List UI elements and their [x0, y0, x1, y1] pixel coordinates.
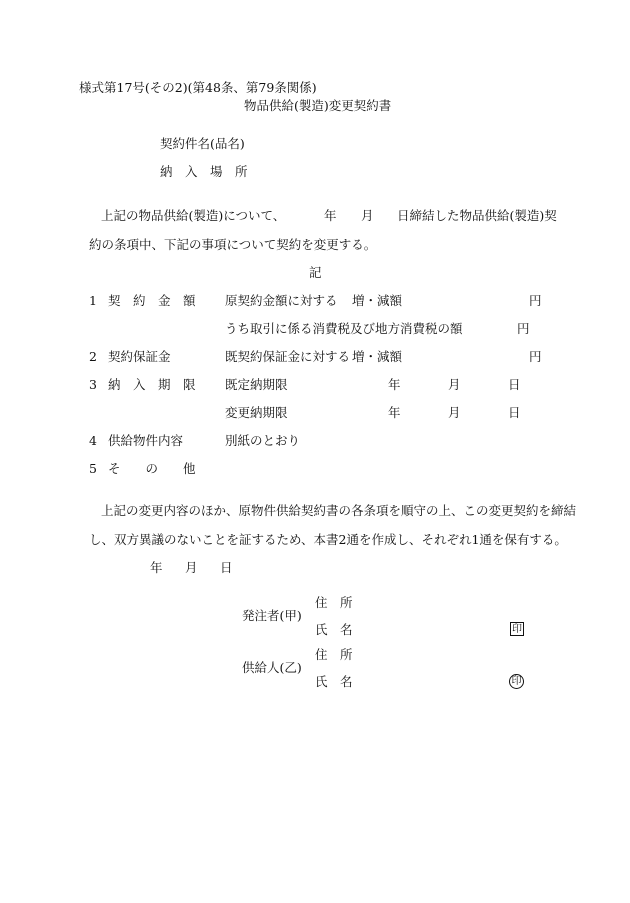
increase-decrease: 増・減額 [352, 293, 403, 308]
intro-line1-a: 上記の物品供給(製造)について、 [101, 208, 286, 223]
item-number: 2 [89, 349, 97, 364]
contract-amount-desc: 原契約金額に対する [225, 293, 338, 308]
supplier-label: 供給人(乙) [242, 660, 302, 675]
guarantee-desc: 既契約保証金に対する [225, 349, 351, 364]
delivery-place-label: 納 入 場 所 [160, 164, 248, 179]
date-day: 日 [220, 560, 233, 575]
other-label: そ の 他 [108, 461, 196, 476]
goods-content-value: 別紙のとおり [225, 433, 301, 448]
existing-deadline-label: 既定納期限 [225, 377, 288, 392]
supplier-name-label: 氏 名 [315, 674, 353, 689]
form-number: 様式第17号(その2)(第48条、第79条関係) [79, 80, 317, 95]
orderer-address-label: 住 所 [315, 595, 353, 610]
orderer-label: 発注者(甲) [242, 608, 302, 623]
closing-line2: し、双方異議のないことを証するため、本書2通を作成し、それぞれ1通を保有する。 [89, 532, 567, 547]
document-title: 物品供給(製造)変更契約書 [244, 98, 392, 113]
guarantee-label: 契約保証金 [108, 349, 171, 364]
day-unit: 日 [508, 377, 521, 392]
supplier-address-label: 住 所 [315, 647, 353, 662]
yen-unit: 円 [529, 293, 542, 308]
delivery-deadline-label: 納 入 期 限 [108, 377, 196, 392]
intro-year: 年 [324, 208, 337, 223]
month-unit: 月 [448, 377, 461, 392]
yen-unit: 円 [517, 321, 530, 336]
intro-month: 月 [361, 208, 374, 223]
increase-decrease: 増・減額 [352, 349, 403, 364]
item-number: 5 [89, 461, 97, 476]
closing-line1: 上記の変更内容のほか、原物件供給契約書の各条項を順守の上、この変更契約を締結 [101, 503, 577, 518]
item-number: 4 [89, 433, 97, 448]
yen-unit: 円 [529, 349, 542, 364]
orderer-name-label: 氏 名 [315, 622, 353, 637]
date-year: 年 [150, 560, 163, 575]
intro-line2: 約の条項中、下記の事項について契約を変更する。 [89, 237, 377, 252]
ki-heading: 記 [309, 265, 322, 280]
day-unit: 日 [508, 405, 521, 420]
month-unit: 月 [448, 405, 461, 420]
round-seal-icon: 印 [509, 674, 524, 689]
intro-line1-b: 日締結した物品供給(製造)契 [397, 208, 557, 223]
changed-deadline-label: 変更納期限 [225, 405, 288, 420]
square-seal-icon: 印 [512, 624, 522, 635]
item-number: 1 [89, 293, 97, 308]
contract-amount-label: 契 約 金 額 [108, 293, 196, 308]
contract-name-label: 契約件名(品名) [160, 136, 245, 151]
consumption-tax-desc: うち取引に係る消費税及び地方消費税の額 [225, 321, 463, 336]
goods-content-label: 供給物件内容 [108, 433, 184, 448]
item-number: 3 [89, 377, 97, 392]
year-unit: 年 [388, 405, 401, 420]
year-unit: 年 [388, 377, 401, 392]
date-month: 月 [185, 560, 198, 575]
